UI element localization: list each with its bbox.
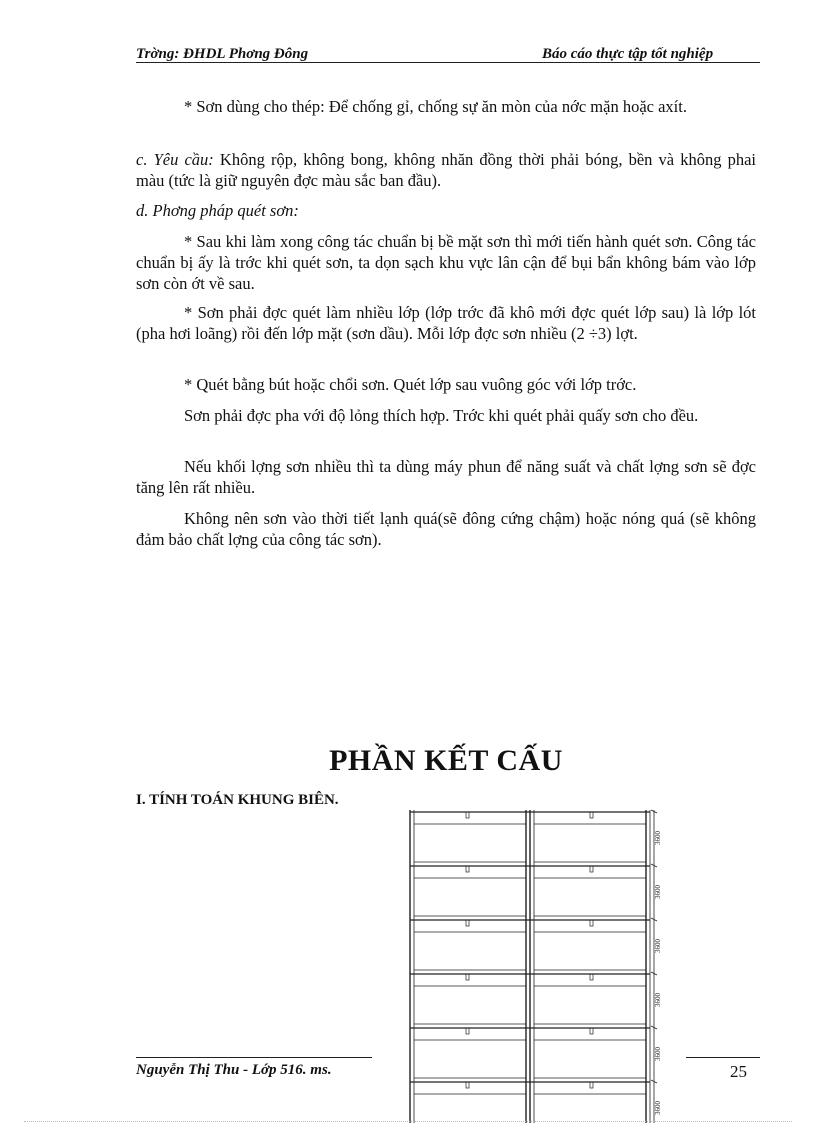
subheading-frame: I. TÍNH TOÁN KHUNG BIÊN. bbox=[136, 792, 339, 808]
header-school: Trờng: ĐHDL Phơng Đông bbox=[136, 46, 309, 62]
beam-post-5-1 bbox=[590, 1082, 593, 1088]
story-height-label-2: 3600 bbox=[654, 939, 662, 953]
footer-author: Nguyễn Thị Thu - Lớp 516. ms. bbox=[136, 1062, 332, 1078]
footer-rule-left bbox=[136, 1057, 372, 1058]
beam-post-2-0 bbox=[466, 920, 469, 926]
paragraph-mixing: Sơn phải đợc pha với độ lỏng thích hợp. Trớc khi quét phải quấy sơn cho đều. bbox=[184, 406, 699, 425]
beam-post-5-0 bbox=[466, 1082, 469, 1088]
paragraph-preparation: * Sau khi làm xong công tác chuẩn bị bề mặt sơn thì mới tiến hành quét sơn. Công tác chuẩn bị ấy là trớc khi quét sơn, ta dọn sạch khu vực lân cận để bụi bẩn không bám vào lớp sơn còn ớt về sau. bbox=[136, 232, 756, 293]
section-title: PHẦN KẾT CẤU bbox=[329, 744, 563, 777]
beam-post-1-1 bbox=[590, 866, 593, 872]
paragraph-weather: Không nên sơn vào thời tiết lạnh quá(sẽ đông cứng chậm) hoặc nóng quá (sẽ không đảm bảo chất lợng của công tác sơn). bbox=[136, 509, 756, 549]
frame-drawing bbox=[404, 806, 664, 1123]
story-height-label-3: 3600 bbox=[654, 993, 662, 1007]
header-rule bbox=[136, 62, 760, 63]
story-height-label-1: 3600 bbox=[654, 885, 662, 899]
story-height-label-4: 3600 bbox=[654, 1047, 662, 1061]
beam-post-4-1 bbox=[590, 1028, 593, 1034]
beam-post-0-0 bbox=[466, 812, 469, 818]
paragraph-requirements bbox=[136, 149, 756, 191]
paragraph-method-heading bbox=[136, 200, 756, 221]
beam-post-1-0 bbox=[466, 866, 469, 872]
page-number: 25 bbox=[730, 1062, 747, 1081]
story-height-label-5: 3600 bbox=[654, 1101, 662, 1115]
paragraph-steel-paint: * Sơn dùng cho thép: Để chống gỉ, chống sự ăn mòn của nớc mặn hoặc axít. bbox=[184, 97, 687, 116]
paragraph-brush: * Quét bằng bút hoặc chổi sơn. Quét lớp sau vuông góc với lớp trớc. bbox=[184, 375, 637, 394]
requirements-label: c. Yêu cầu: bbox=[136, 150, 214, 169]
method-label: d. Phơng pháp quét sơn: bbox=[136, 201, 299, 220]
requirements-text: Không rộp, không bong, không nhăn đồng thời phải bóng, bền và không phai màu (tức là giữ nguyên đợc màu sắc ban đầu). bbox=[136, 150, 756, 190]
header-report-title: Báo cáo thực tập tốt nghiệp bbox=[542, 46, 714, 62]
footer-rule-right bbox=[686, 1057, 760, 1058]
beam-post-0-1 bbox=[590, 812, 593, 818]
beam-post-4-0 bbox=[466, 1028, 469, 1034]
paragraph-spraying: Nếu khối lợng sơn nhiều thì ta dùng máy phun để năng suất và chất lợng sơn sẽ đợc tăng lên rất nhiều. bbox=[136, 457, 756, 497]
beam-post-3-0 bbox=[466, 974, 469, 980]
beam-post-2-1 bbox=[590, 920, 593, 926]
paragraph-layers: * Sơn phải đợc quét làm nhiều lớp (lớp trớc đã khô mới đợc quét lớp sau) là lớp lót (pha hơi loãng) rồi đến lớp mặt (sơn dầu). Mỗi lớp đợc sơn nhiều (2 ÷3) lợt. bbox=[136, 303, 756, 343]
story-height-label-0: 3600 bbox=[654, 831, 662, 845]
beam-post-3-1 bbox=[590, 974, 593, 980]
page-edge-dotted-line bbox=[24, 1121, 792, 1122]
